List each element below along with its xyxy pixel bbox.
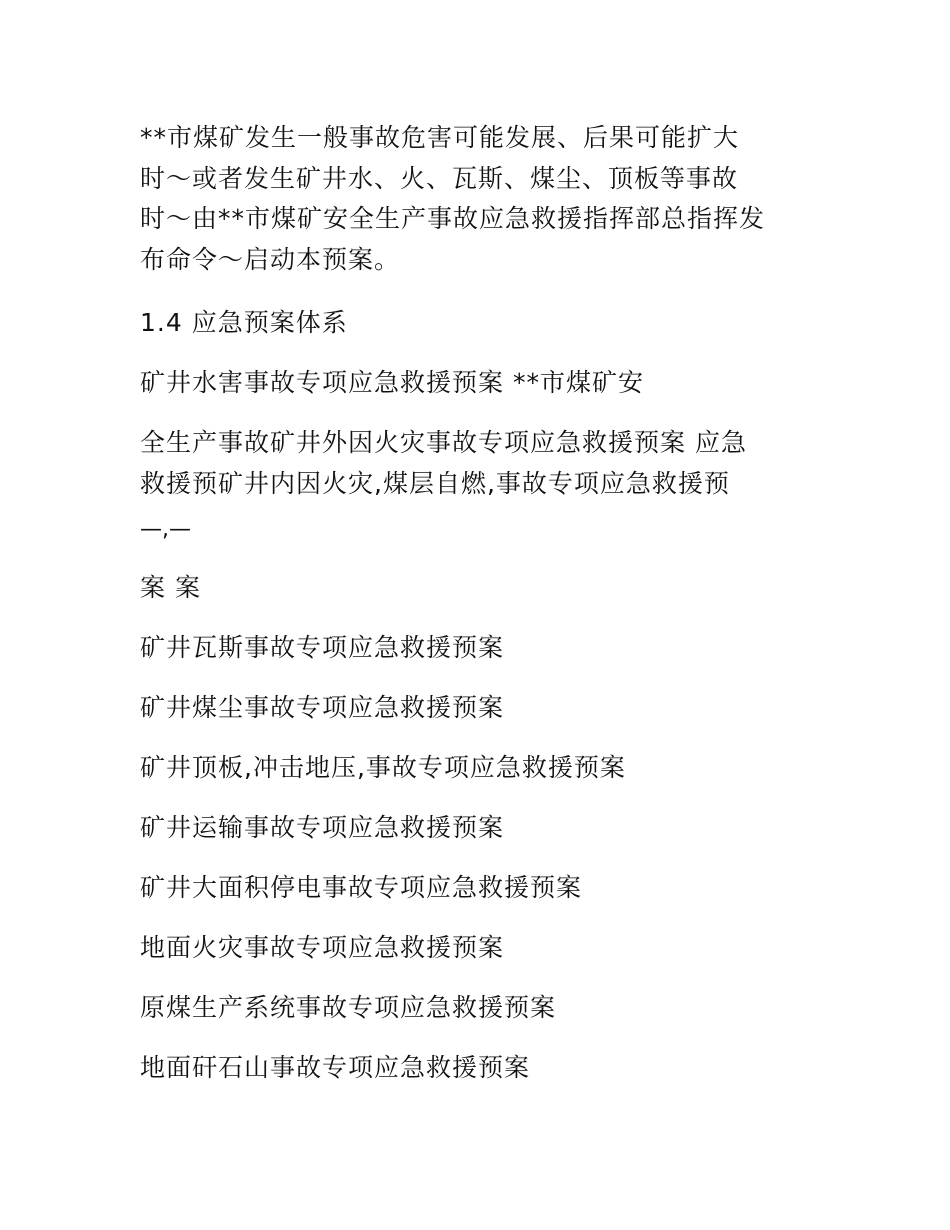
plan-item: 矿井运输事故专项应急救援预案 — [140, 813, 505, 842]
section-heading: 1.4 应急预案体系 — [140, 308, 348, 337]
plan-item: 矿井顶板,冲击地压,事故专项应急救援预案 — [140, 753, 626, 782]
plan-item: 矿井煤尘事故专项应急救援预案 — [140, 693, 505, 722]
fire-line: 救援预矿井内因火灾,煤层自燃,事故专项应急救援预 — [140, 468, 730, 498]
intro-line: 时～或者发生矿井水、火、瓦斯、煤尘、顶板等事故 — [140, 163, 739, 193]
intro-line: 时～由**市煤矿安全生产事故应急救援指挥部总指挥发 — [140, 204, 766, 233]
fire-paragraph — [140, 423, 830, 504]
plan-item: 地面火灾事故专项应急救援预案 — [140, 933, 505, 962]
intro-line: **市煤矿发生一般事故危害可能发展、后果可能扩大 — [140, 123, 740, 152]
water-hazard-line: 矿井水害事故专项应急救援预案 **市煤矿安 — [140, 368, 644, 397]
fire-line: 全生产事故矿井外因火灾事故专项应急救援预案 应急 — [140, 428, 747, 457]
case-fragment: 案 案 — [140, 573, 201, 602]
intro-paragraph — [140, 118, 830, 280]
plan-item: 地面矸石山事故专项应急救援预案 — [140, 1053, 531, 1082]
intro-line: 布命令～启动本预案。 — [140, 244, 401, 274]
dash-fragment: —,— — [140, 517, 191, 542]
plan-item: 矿井瓦斯事故专项应急救援预案 — [140, 633, 505, 662]
plan-item: 原煤生产系统事故专项应急救援预案 — [140, 993, 557, 1022]
plan-item: 矿井大面积停电事故专项应急救援预案 — [140, 873, 583, 902]
